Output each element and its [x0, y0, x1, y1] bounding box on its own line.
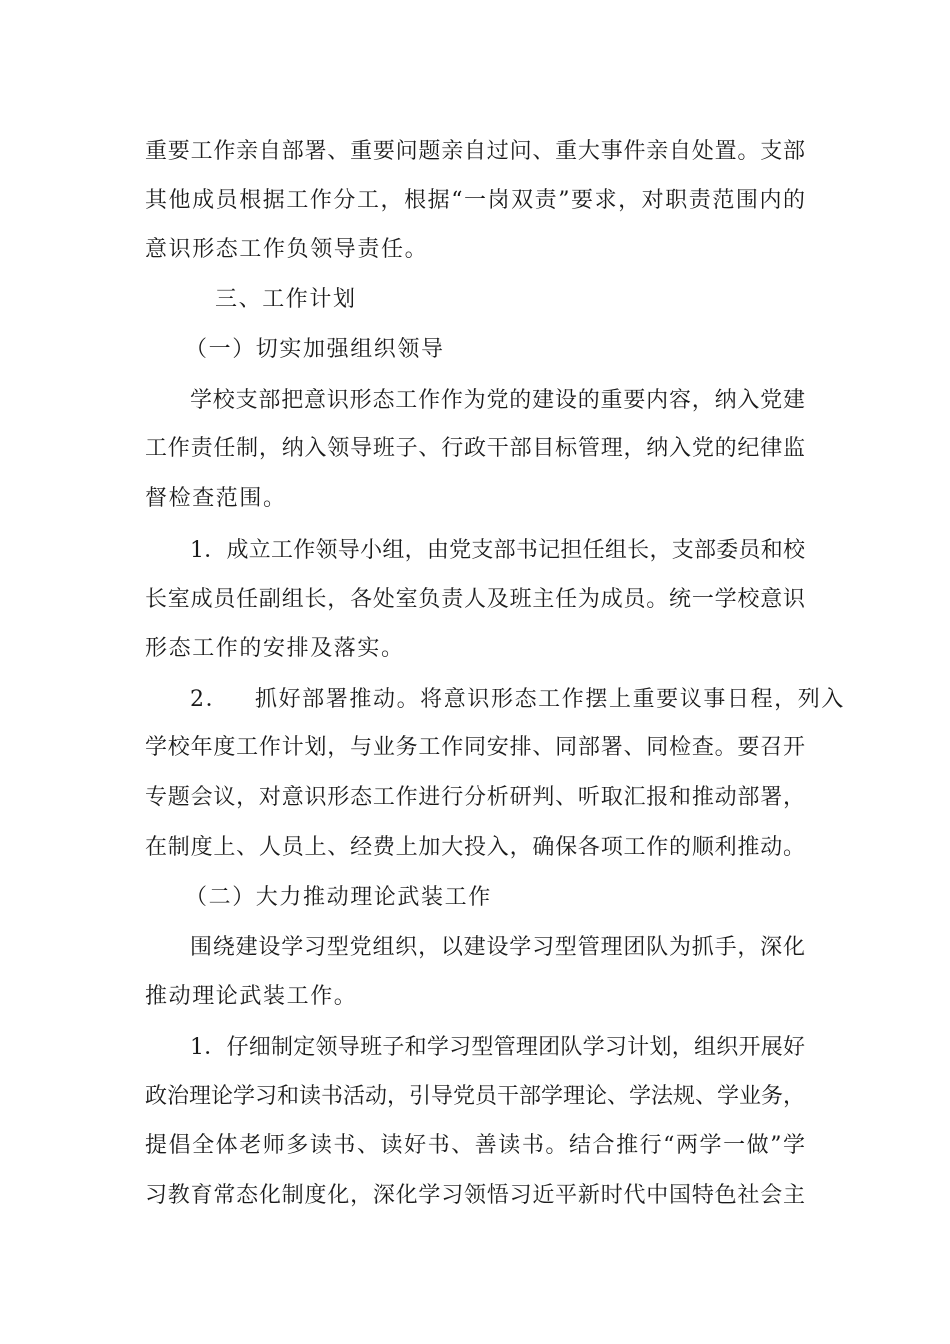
text-line: 推动理论武装工作。 [145, 984, 358, 1009]
text-line: 专题会议，对意识形态工作进行分析研判、听取汇报和推动部署， [145, 785, 805, 810]
subsection-heading: （一）切实加强组织领导 [185, 337, 445, 362]
section-heading: 三、工作计划 [215, 287, 357, 312]
text-line: 1．成立工作领导小组，由党支部书记担任组长，支部委员和校 [190, 538, 805, 563]
text-line: 长室成员任副组长，各处室负责人及班主任为成员。统一学校意识 [145, 587, 805, 612]
text-line: 意识形态工作负领导责任。 [145, 237, 429, 262]
text-line: 学校支部把意识形态工作作为党的建设的重要内容，纳入党建 [190, 388, 805, 413]
text-line: 在制度上、人员上、经费上加大投入，确保各项工作的顺利推动。 [145, 835, 805, 860]
text-line: 政治理论学习和读书活动，引导党员干部学理论、学法规、学业务， [145, 1084, 806, 1109]
text-line: 围绕建设学习型党组织，以建设学习型管理团队为抓手，深化 [190, 935, 805, 960]
subsection-heading: （二）大力推动理论武装工作 [185, 885, 492, 910]
text-line: 学校年度工作计划，与业务工作同安排、同部署、同检查。要召开 [145, 735, 805, 760]
text-line: 提倡全体老师多读书、读好书、善读书。结合推行“两学一做”学 [145, 1133, 805, 1158]
text-line: 1．仔细制定领导班子和学习型管理团队学习计划，组织开展好 [190, 1035, 805, 1060]
text-line: 其他成员根据工作分工，根据“一岗双责”要求，对职责范围内的 [145, 188, 805, 213]
text-line: 习教育常态化制度化，深化学习领悟习近平新时代中国特色社会主 [145, 1183, 805, 1208]
text-line: 重要工作亲自部署、重要问题亲自过问、重大事件亲自处置。支部 [145, 139, 805, 164]
text-line: 形态工作的安排及落实。 [145, 636, 405, 661]
text-line: 督检查范围。 [145, 486, 287, 511]
text-line: 2． 抓好部署推动。将意识形态工作摆上重要议事日程，列入 [190, 687, 845, 712]
text-line: 工作责任制，纳入领导班子、行政干部目标管理，纳入党的纪律监 [145, 436, 805, 461]
